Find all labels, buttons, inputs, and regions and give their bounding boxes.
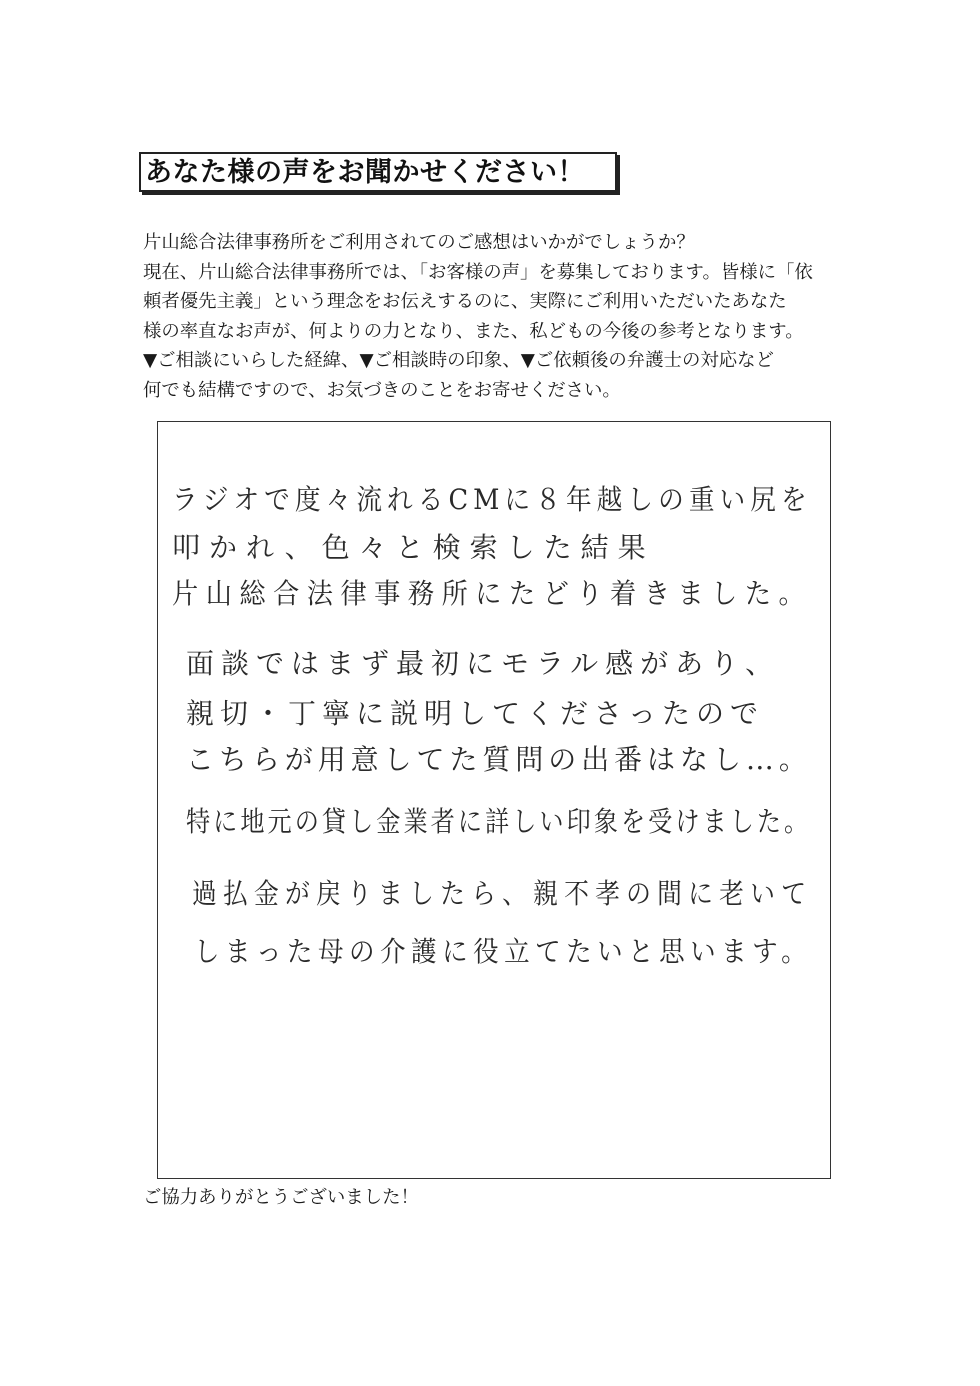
title-box bbox=[139, 152, 617, 192]
comment-line: 片山総合法律事務所にたどり着きました。 bbox=[172, 577, 813, 610]
intro-line: 何でも結構ですので、お気づきのことをお寄せください。 bbox=[143, 379, 621, 401]
intro-line: 現在、片山総合法律事務所では、「お客様の声」を募集しております。皆様に「依 bbox=[143, 261, 813, 283]
comment-line: ラジオで度々流れるCMに８年越しの重い尻を bbox=[172, 483, 812, 516]
thanks-message: ご協力ありがとうございました！ bbox=[143, 1187, 419, 1208]
page-title: あなた様の声をお聞かせください！ bbox=[145, 156, 585, 188]
intro-line: ▼ご相談にいらした経緯、▼ご相談時の印象、▼ご依頼後の弁護士の対応など bbox=[143, 350, 774, 371]
intro-line: 片山総合法律事務所をご利用されてのご感想はいかがでしょうか？ bbox=[143, 232, 695, 253]
comment-line: 親切・丁寧に説明してくださったので bbox=[186, 697, 765, 730]
comment-line: 面談ではまず最初にモラル感があり、 bbox=[186, 647, 781, 680]
comment-line: しまった母の介護に役立てたいと思います。 bbox=[194, 935, 813, 968]
intro-line: 頼者優先主義」という理念をお伝えするのに、実際にご利用いただいたあなた bbox=[143, 291, 787, 312]
comment-line: 特に地元の貸し金業者に詳しい印象を受けました。 bbox=[186, 805, 812, 838]
comment-line: こちらが用意してた質問の出番はなし…。 bbox=[186, 743, 812, 776]
intro-paragraph bbox=[143, 228, 843, 405]
comment-line: 過払金が戻りましたら、親不孝の間に老いて bbox=[192, 877, 813, 910]
comment-line: 叩かれ、色々と検索した結果 bbox=[172, 531, 655, 564]
intro-line: 様の率直なお声が、何よりの力となり、また、私どもの今後の参考となります。 bbox=[143, 320, 804, 342]
